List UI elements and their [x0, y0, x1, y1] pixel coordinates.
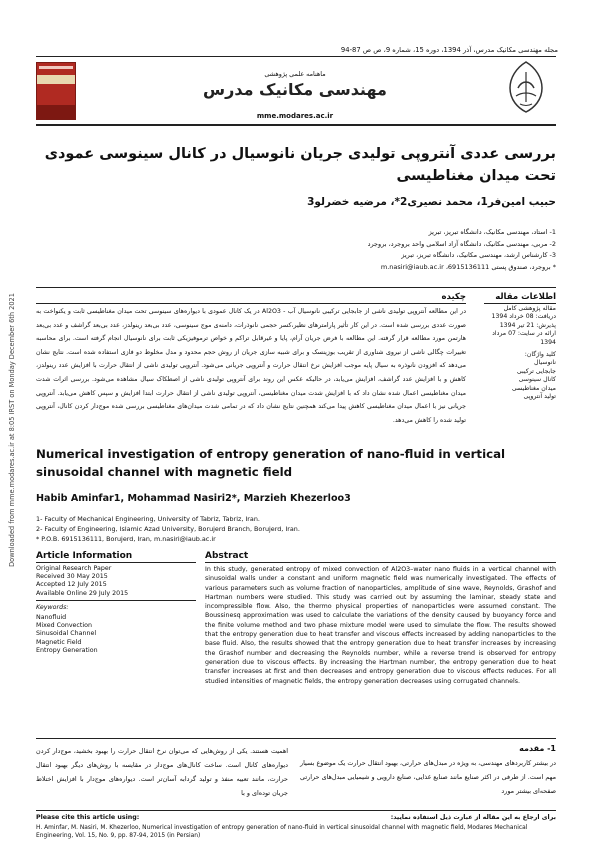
persian-authors: حبیب امین‌فر1، محمد نصیری2*، مرضیه خضرلو3 [307, 196, 556, 208]
persian-abstract: در این مطالعه آنتروپی تولیدی ناشی از جابجایی ترکیبی نانوسیال آب - Al2O3 در یک کانال عمودی با دیواره‌های سینوسی تحت میدان مغناطیسی ثابت و یکنواخت به صورت عددی بررسی شده است. در این کار تأثیر پارامترهای نظیر،کسر حجمی نانوذرات، دامنه‌ی موج سینوسی، عدد بی‌بعد رینولدز، عدد بی‌بعد گراشف و عدد بی‌بعد هارتمن مورد مطالعه قرار گرفته. این مطالعه با فرض جریان آرام، پایا و غیرقابل تراکم و خواص ترموفیزیکی ثابت برای نانوسیال انجام گرفته است. برای محاسبه تغییرات چگالی ناشی از نیروی شناوری از تقریب بوزینسک و برای شبیه سازی جریان از روش حجم محدود و مدل مخلوط دو فازی استفاده شده است. نتایج نشان می‌دهد که افزودن نانوذره به سیال پایه موجب افزایش نرخ انتقال حرارت و آنتروپی جریانی می‌شود. آنتروپی تولیدی ناشی از انتقال حرارت با افزایش عدد رینولدز، کاهش و با افزایش عدد گراشف، افزایش می‌یابد، در حالیکه عکس این روند برای آنتروپی تولیدی ناشی از اصطکاک سیال مشاهده می‌شود. بررسی اثرات شدت میدان مغناطیسی اعمال شده نشان داد که با افزایش شدت میدان مغناطیسی، آنتروپی تولیدی ناشی از انتقال حرارت ابتدا افزایش و سپس کاهش می‌یابد. آنتروپی جریانی نیز با اعمال میدان مغناطیسی کاهش پیدا می‌کند همچنین نتایج نشان داد که در تمامی شدت میدان‌های مغناطیسی بررسی شده موج‌دار کردن کانال، آنتروپی تولید شده را کاهش می‌دهد. [36, 308, 466, 424]
info-line: مقاله پژوهشی کامل [503, 305, 556, 312]
journal-cover-thumbnail [36, 62, 76, 120]
keyword: Nanofluid [36, 614, 67, 621]
english-title: Numerical investigation of entropy generation of nano-fluid in vertical sinusoidal channel with magnetic field [36, 447, 506, 479]
divider [205, 562, 556, 563]
keyword: Entropy Generation [36, 646, 98, 654]
section-rule [36, 738, 556, 739]
keyword: Magnetic Field [36, 638, 82, 646]
keyword: میدان مغناطیسی [511, 384, 556, 392]
persian-abstract-heading: چکیده [441, 292, 466, 302]
keywords-list [36, 614, 196, 655]
keyword: کانال سینوسی [518, 376, 556, 384]
english-affiliation: 1- Faculty of Mechanical Engineering, University of Tabriz, Tabriz, Iran. [36, 515, 260, 523]
info-line: Original Research Paper [36, 565, 112, 572]
header-rule [36, 56, 556, 57]
journal-kind: ماهنامه علمی پژوهشی [264, 70, 326, 78]
keywords-heading: Keywords: [36, 604, 69, 611]
info-rule [36, 287, 556, 288]
persian-affiliation: 1- استاد، مهندسی مکانیک، دانشگاه تبریز، تبریز [428, 228, 556, 236]
info-line: پذیرش: 21 تیر 1394 [499, 321, 556, 329]
persian-affiliation: 3- کارشناس ارشد، مهندسی مکانیک، دانشگاه تبریز، تبریز [401, 251, 556, 260]
article-information-heading: Article Information [36, 551, 133, 561]
citation-heading-persian: برای ارجاع به این مقاله از عبارت ذیل استفاده نمایید: [390, 814, 556, 821]
journal-citation-line: مجله مهندسی مکانیک مدرس، آذر 1394، دوره 15، شماره 9، ص ص 87-94 [340, 46, 558, 54]
divider [36, 562, 196, 563]
abstract-text: In this study, generated entropy of mixed convection of Al2O3–water nano fluids in a vertical channel with sinusoidal walls under a constant and uniform magnetic field was numerically investigated. The effects of various parameters such as volume fraction of nanoparticles, amplitude of sine wave, Reynolds, Grashof and Hartman numbers were studied. This study was carried out by assuming the laminar, steady state and incompressible flow. Also, the thermo physical properties of nanoparticles were assumed constant. The Boussinesq approximation was used to calculate the variations of the density caused by buoyancy force and the finite volume method and two phase mixture model were used to simulate the flow. The results showed that the entropy generation due to heat transfer and viscous effects increased by adding nanoparticles to the base fluid. Also, the results showed that the entropy generation due to heat transfer increases by increasing the Grashof number and decreasing the Reynolds number, while a reverse trend is observed for entropy generation due to viscous effects. By increasing the Hartman number, the entropy generation due to heat transfer increases at first and then decreases and entropy generation due to viscous effects reduces. For all studied intensities of magnetic fields, the entropy generation decreases using corrugated channels. [205, 566, 556, 685]
english-authors: Habib Aminfar1, Mohammad Nasiri2*, Marzieh Khezerloo3 [36, 493, 351, 504]
keyword: Sinusoidal Channel [36, 630, 97, 638]
divider [36, 600, 196, 601]
citation-text: H. Aminfar, M. Nasiri, M. Khezerloo, Numerical investigation of entropy generation of nano-fluid in vertical sinusoidal channel with magnetic field, Modares Mechanical Engineering, Vol. 15, No. 9, pp. 87-94, 2015 (in Persian) [36, 825, 528, 839]
divider [484, 303, 556, 304]
keyword: Mixed Convection [36, 622, 92, 630]
english-affiliation: 2- Faculty of Engineering, Islamic Azad University, Borujerd Branch, Borujerd, Iran. [36, 525, 300, 534]
download-note: Downloaded from mme.modares.ac.ir at 8:05 IRST on Monday December 6th 2021 [8, 293, 16, 567]
keyword: جابجایی ترکیبی [516, 367, 556, 375]
introduction-paragraph-right: در بیشتر کاربردهای مهندسی، به ویژه در مبدل‌های حرارتی، بهبود انتقال حرارت یک موضوع بسیار مهم است. از طرفی در اکثر صنایع مانند صنایع غذایی، صنایع دارویی و شیمیایی مبدل‌های حرارتی صفحه‌ای بیشتر مورد [300, 759, 556, 795]
citation-heading-english: Please cite this article using: [36, 814, 140, 821]
university-logo-icon [498, 58, 554, 118]
persian-affiliations [300, 227, 556, 273]
info-line: کلید واژگان: [524, 351, 556, 359]
abstract-heading: Abstract [205, 551, 249, 561]
introduction-paragraph-left: اهمیت هستند. یکی از روش‌هایی که می‌توان نرخ انتقال حرارت را بهبود بخشید، موج‌دار کردن دیواره‌های کانال است. ساخت کانال‌های موج‌دار در مقایسه با روش‌های دیگر بهبود انتقال حرارت، مانند تعبیه منفذ و تولید گردابه آسان‌تر است. دیواره‌های موج‌دار با افزایش اختلاط جریان توده‌ای و با [36, 747, 288, 797]
divider [36, 303, 466, 304]
info-line: ارائه در سایت: 07 مرداد 1394 [492, 330, 556, 346]
english-correspondence: * P.O.B. 6915136111, Borujerd, Iran, m.nasiri@iaub.ac.ir [36, 535, 216, 544]
article-information [36, 565, 196, 598]
info-line: دریافت: 08 خرداد 1394 [491, 313, 556, 321]
persian-article-info [484, 305, 556, 401]
masthead-rule [36, 124, 556, 126]
persian-correspondence: * بروجرد، صندوق پستی 6915136111، m.nasiri@iaub.ac.ir [380, 262, 556, 271]
info-line: Accepted 12 July 2015 [36, 581, 107, 589]
citation-rule [36, 810, 556, 811]
keyword: نانوسیال [534, 359, 556, 367]
introduction-heading: 1- مقدمه [519, 744, 556, 753]
journal-url[interactable]: mme.modares.ac.ir [256, 112, 334, 120]
persian-affiliation: 2- مربی، مهندسی مکانیک، دانشگاه آزاد اسلامی واحد بروجرد، بروجرد [367, 239, 556, 248]
journal-name: مهندسی مکانیک مدرس [203, 80, 387, 99]
info-line: Received 30 May 2015 [36, 573, 108, 581]
persian-title: بررسی عددی آنتروپی تولیدی جریان نانوسیال در کانال سینوسی عمودی تحت میدان مغناطیسی [44, 146, 556, 185]
keyword: تولید آنتروپی [523, 393, 556, 401]
persian-article-info-heading: اطلاعات مقاله [495, 292, 556, 302]
info-line: Available Online 29 July 2015 [36, 589, 129, 597]
english-affiliations [36, 514, 556, 545]
